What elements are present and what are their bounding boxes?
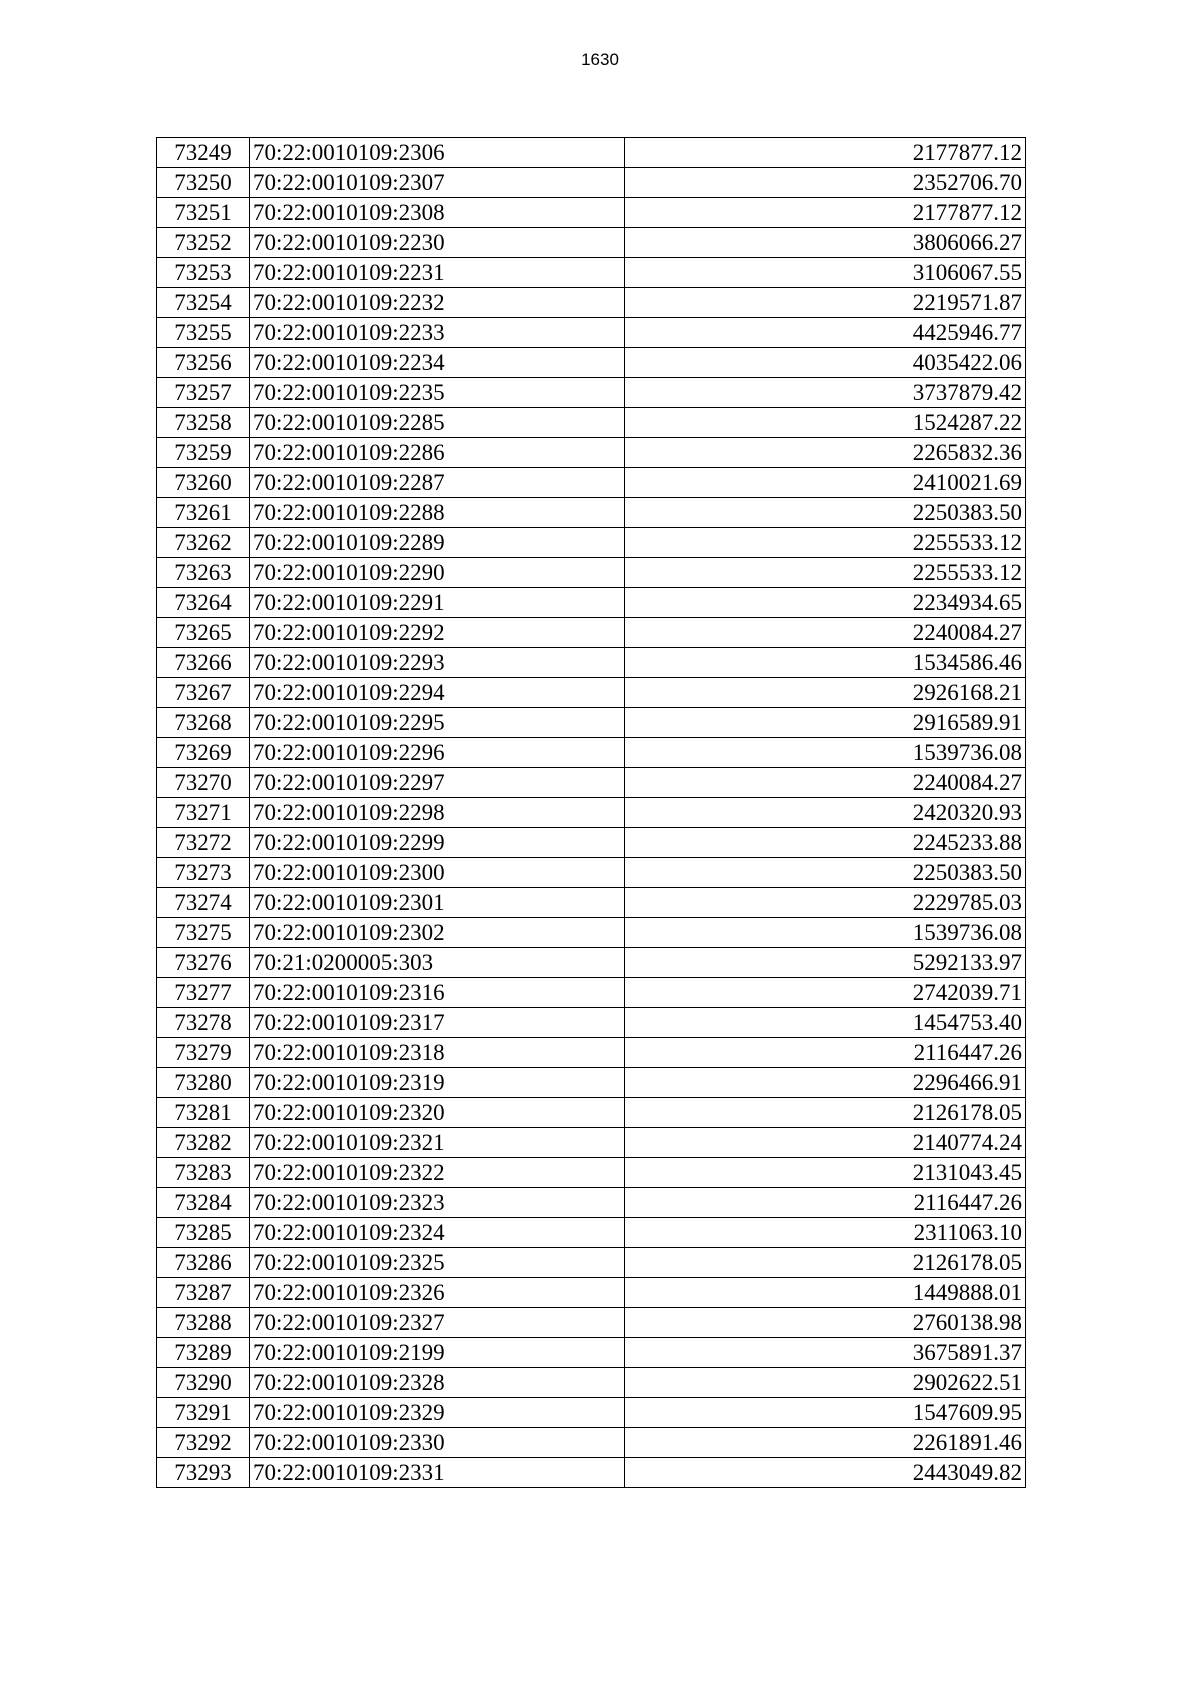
table-row [157, 678, 1026, 708]
cadastral-value-cell: 2126178.05 [625, 1248, 1026, 1278]
cadastral-number-cell: 70:22:0010109:2319 [250, 1068, 625, 1098]
cadastral-number-cell: 70:22:0010109:2328 [250, 1368, 625, 1398]
cadastral-number-cell: 70:22:0010109:2295 [250, 708, 625, 738]
table-row [157, 1308, 1026, 1338]
cadastral-value-cell: 2926168.21 [625, 678, 1026, 708]
table-row [157, 1458, 1026, 1488]
cadastral-number-cell: 70:22:0010109:2287 [250, 468, 625, 498]
cadastral-number-cell: 70:22:0010109:2316 [250, 978, 625, 1008]
row-number-cell: 73280 [157, 1068, 250, 1098]
cadastral-number-cell: 70:22:0010109:2306 [250, 138, 625, 168]
row-number-cell: 73266 [157, 648, 250, 678]
row-number-cell: 73261 [157, 498, 250, 528]
row-number-cell: 73291 [157, 1398, 250, 1428]
cadastral-number-cell: 70:22:0010109:2233 [250, 318, 625, 348]
cadastral-number-cell: 70:22:0010109:2330 [250, 1428, 625, 1458]
table-row [157, 948, 1026, 978]
cadastral-value-cell: 1524287.22 [625, 408, 1026, 438]
cadastral-value-cell: 2229785.03 [625, 888, 1026, 918]
cadastral-number-cell: 70:22:0010109:2292 [250, 618, 625, 648]
cadastral-number-cell: 70:22:0010109:2199 [250, 1338, 625, 1368]
cadastral-value-cell: 2126178.05 [625, 1098, 1026, 1128]
cadastral-value-cell: 1539736.08 [625, 918, 1026, 948]
row-number-cell: 73262 [157, 528, 250, 558]
cadastral-value-cell: 2177877.12 [625, 138, 1026, 168]
row-number-cell: 73281 [157, 1098, 250, 1128]
cadastral-number-cell: 70:22:0010109:2286 [250, 438, 625, 468]
row-number-cell: 73293 [157, 1458, 250, 1488]
cadastral-value-cell: 3106067.55 [625, 258, 1026, 288]
table-row [157, 1278, 1026, 1308]
cadastral-number-cell: 70:22:0010109:2297 [250, 768, 625, 798]
cadastral-number-cell: 70:22:0010109:2293 [250, 648, 625, 678]
table-row [157, 288, 1026, 318]
cadastral-number-cell: 70:22:0010109:2323 [250, 1188, 625, 1218]
cadastral-value-cell: 2265832.36 [625, 438, 1026, 468]
cadastral-value-cell: 1454753.40 [625, 1008, 1026, 1038]
row-number-cell: 73269 [157, 738, 250, 768]
cadastral-number-cell: 70:22:0010109:2308 [250, 198, 625, 228]
cadastral-value-cell: 2219571.87 [625, 288, 1026, 318]
table-row [157, 438, 1026, 468]
row-number-cell: 73256 [157, 348, 250, 378]
cadastral-number-cell: 70:22:0010109:2285 [250, 408, 625, 438]
table-row [157, 648, 1026, 678]
row-number-cell: 73267 [157, 678, 250, 708]
row-number-cell: 73263 [157, 558, 250, 588]
cadastral-value-table [156, 137, 1026, 1488]
row-number-cell: 73272 [157, 828, 250, 858]
row-number-cell: 73282 [157, 1128, 250, 1158]
cadastral-number-cell: 70:22:0010109:2231 [250, 258, 625, 288]
cadastral-number-cell: 70:22:0010109:2290 [250, 558, 625, 588]
cadastral-number-cell: 70:22:0010109:2320 [250, 1098, 625, 1128]
cadastral-value-cell: 2240084.27 [625, 768, 1026, 798]
table-row [157, 1008, 1026, 1038]
cadastral-number-cell: 70:22:0010109:2317 [250, 1008, 625, 1038]
cadastral-value-cell: 2410021.69 [625, 468, 1026, 498]
table-row [157, 708, 1026, 738]
table-row [157, 1098, 1026, 1128]
cadastral-value-cell: 2250383.50 [625, 858, 1026, 888]
row-number-cell: 73287 [157, 1278, 250, 1308]
cadastral-number-cell: 70:22:0010109:2294 [250, 678, 625, 708]
table-row [157, 588, 1026, 618]
cadastral-value-cell: 2234934.65 [625, 588, 1026, 618]
table-row [157, 1068, 1026, 1098]
cadastral-number-cell: 70:22:0010109:2324 [250, 1218, 625, 1248]
table-row [157, 1398, 1026, 1428]
table-body [157, 138, 1026, 1488]
row-number-cell: 73260 [157, 468, 250, 498]
row-number-cell: 73254 [157, 288, 250, 318]
row-number-cell: 73257 [157, 378, 250, 408]
table-row [157, 168, 1026, 198]
cadastral-value-cell: 2311063.10 [625, 1218, 1026, 1248]
row-number-cell: 73264 [157, 588, 250, 618]
row-number-cell: 73271 [157, 798, 250, 828]
row-number-cell: 73276 [157, 948, 250, 978]
row-number-cell: 73259 [157, 438, 250, 468]
cadastral-value-cell: 2443049.82 [625, 1458, 1026, 1488]
row-number-cell: 73279 [157, 1038, 250, 1068]
cadastral-value-cell: 2255533.12 [625, 558, 1026, 588]
cadastral-number-cell: 70:22:0010109:2299 [250, 828, 625, 858]
table-row [157, 408, 1026, 438]
cadastral-value-cell: 2742039.71 [625, 978, 1026, 1008]
cadastral-value-cell: 2760138.98 [625, 1308, 1026, 1338]
cadastral-value-cell: 3737879.42 [625, 378, 1026, 408]
table-row [157, 1428, 1026, 1458]
table-row [157, 1038, 1026, 1068]
cadastral-value-cell: 5292133.97 [625, 948, 1026, 978]
cadastral-value-cell: 2140774.24 [625, 1128, 1026, 1158]
cadastral-number-cell: 70:22:0010109:2325 [250, 1248, 625, 1278]
cadastral-number-cell: 70:21:0200005:303 [250, 948, 625, 978]
table-row [157, 828, 1026, 858]
table-row [157, 558, 1026, 588]
cadastral-number-cell: 70:22:0010109:2232 [250, 288, 625, 318]
table-row [157, 1248, 1026, 1278]
row-number-cell: 73283 [157, 1158, 250, 1188]
cadastral-number-cell: 70:22:0010109:2302 [250, 918, 625, 948]
table-row [157, 258, 1026, 288]
row-number-cell: 73274 [157, 888, 250, 918]
cadastral-value-cell: 3806066.27 [625, 228, 1026, 258]
table-row [157, 1158, 1026, 1188]
row-number-cell: 73270 [157, 768, 250, 798]
cadastral-number-cell: 70:22:0010109:2288 [250, 498, 625, 528]
row-number-cell: 73284 [157, 1188, 250, 1218]
cadastral-value-cell: 4425946.77 [625, 318, 1026, 348]
cadastral-value-cell: 2902622.51 [625, 1368, 1026, 1398]
cadastral-number-cell: 70:22:0010109:2326 [250, 1278, 625, 1308]
cadastral-number-cell: 70:22:0010109:2327 [250, 1308, 625, 1338]
cadastral-value-cell: 2916589.91 [625, 708, 1026, 738]
table-row [157, 918, 1026, 948]
cadastral-value-cell: 3675891.37 [625, 1338, 1026, 1368]
cadastral-value-cell: 1534586.46 [625, 648, 1026, 678]
row-number-cell: 73249 [157, 138, 250, 168]
cadastral-value-cell: 2177877.12 [625, 198, 1026, 228]
row-number-cell: 73277 [157, 978, 250, 1008]
row-number-cell: 73253 [157, 258, 250, 288]
row-number-cell: 73289 [157, 1338, 250, 1368]
table-row [157, 888, 1026, 918]
page-number: 1630 [581, 50, 619, 69]
table-row [157, 348, 1026, 378]
cadastral-value-cell: 2116447.26 [625, 1188, 1026, 1218]
row-number-cell: 73285 [157, 1218, 250, 1248]
cadastral-value-cell: 2131043.45 [625, 1158, 1026, 1188]
row-number-cell: 73288 [157, 1308, 250, 1338]
table-row [157, 1218, 1026, 1248]
row-number-cell: 73258 [157, 408, 250, 438]
table-row [157, 1188, 1026, 1218]
cadastral-value-cell: 2240084.27 [625, 618, 1026, 648]
cadastral-value-cell: 2116447.26 [625, 1038, 1026, 1068]
cadastral-number-cell: 70:22:0010109:2321 [250, 1128, 625, 1158]
table-row [157, 378, 1026, 408]
cadastral-value-cell: 1449888.01 [625, 1278, 1026, 1308]
table-row [157, 528, 1026, 558]
cadastral-value-cell: 2261891.46 [625, 1428, 1026, 1458]
cadastral-number-cell: 70:22:0010109:2322 [250, 1158, 625, 1188]
cadastral-number-cell: 70:22:0010109:2331 [250, 1458, 625, 1488]
cadastral-value-cell: 2352706.70 [625, 168, 1026, 198]
cadastral-number-cell: 70:22:0010109:2235 [250, 378, 625, 408]
cadastral-value-cell: 2250383.50 [625, 498, 1026, 528]
table-row [157, 198, 1026, 228]
table-row [157, 318, 1026, 348]
cadastral-number-cell: 70:22:0010109:2329 [250, 1398, 625, 1428]
cadastral-number-cell: 70:22:0010109:2296 [250, 738, 625, 768]
table-row [157, 1128, 1026, 1158]
cadastral-number-cell: 70:22:0010109:2301 [250, 888, 625, 918]
cadastral-number-cell: 70:22:0010109:2307 [250, 168, 625, 198]
cadastral-number-cell: 70:22:0010109:2234 [250, 348, 625, 378]
cadastral-value-cell: 2245233.88 [625, 828, 1026, 858]
table-row [157, 798, 1026, 828]
row-number-cell: 73255 [157, 318, 250, 348]
table-row [157, 768, 1026, 798]
cadastral-value-cell: 2255533.12 [625, 528, 1026, 558]
table-row [157, 468, 1026, 498]
cadastral-number-cell: 70:22:0010109:2318 [250, 1038, 625, 1068]
row-number-cell: 73252 [157, 228, 250, 258]
row-number-cell: 73250 [157, 168, 250, 198]
cadastral-value-cell: 1539736.08 [625, 738, 1026, 768]
cadastral-value-cell: 2296466.91 [625, 1068, 1026, 1098]
cadastral-value-cell: 2420320.93 [625, 798, 1026, 828]
row-number-cell: 73286 [157, 1248, 250, 1278]
cadastral-number-cell: 70:22:0010109:2289 [250, 528, 625, 558]
table-row [157, 858, 1026, 888]
row-number-cell: 73290 [157, 1368, 250, 1398]
table-row [157, 1368, 1026, 1398]
row-number-cell: 73265 [157, 618, 250, 648]
cadastral-number-cell: 70:22:0010109:2298 [250, 798, 625, 828]
cadastral-number-cell: 70:22:0010109:2291 [250, 588, 625, 618]
row-number-cell: 73275 [157, 918, 250, 948]
row-number-cell: 73292 [157, 1428, 250, 1458]
table-row [157, 1338, 1026, 1368]
cadastral-number-cell: 70:22:0010109:2230 [250, 228, 625, 258]
cadastral-value-cell: 1547609.95 [625, 1398, 1026, 1428]
cadastral-value-cell: 4035422.06 [625, 348, 1026, 378]
row-number-cell: 73251 [157, 198, 250, 228]
row-number-cell: 73273 [157, 858, 250, 888]
table-row [157, 228, 1026, 258]
table-row [157, 738, 1026, 768]
cadastral-number-cell: 70:22:0010109:2300 [250, 858, 625, 888]
row-number-cell: 73268 [157, 708, 250, 738]
table-row [157, 978, 1026, 1008]
row-number-cell: 73278 [157, 1008, 250, 1038]
table-row [157, 618, 1026, 648]
table-row [157, 498, 1026, 528]
table-row [157, 138, 1026, 168]
